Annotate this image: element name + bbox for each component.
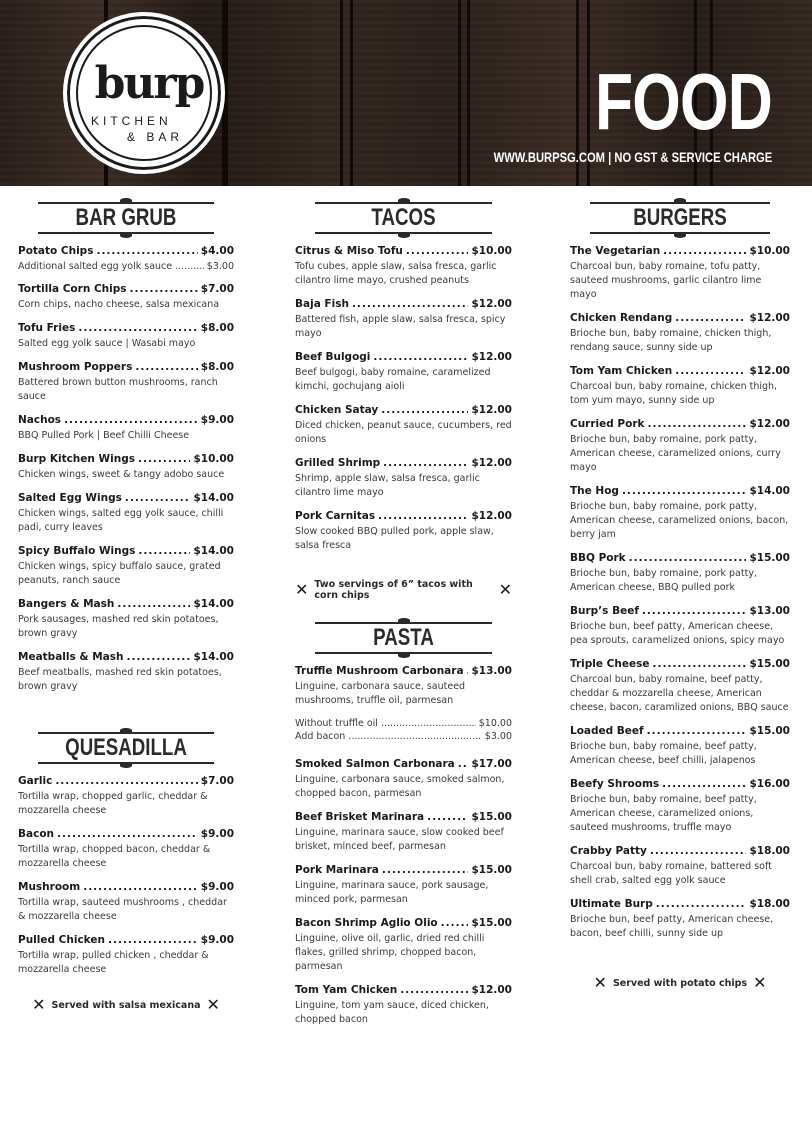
item-name: Citrus & Miso Tofu: [295, 245, 403, 257]
dot-leader: [83, 880, 198, 894]
menu-item: [18, 650, 234, 694]
item-price: $14.00: [193, 545, 234, 557]
item-description: Brioche bun, beef patty, American cheese, bacon, beef chilli, sunny side up: [570, 914, 774, 939]
item-description: Tortilla wrap, chopped garlic, cheddar & mozzarella cheese: [18, 791, 208, 816]
item-name: Bangers & Mash: [18, 598, 115, 610]
item-price: $12.00: [471, 404, 512, 416]
item-description: Linguine, carbonara sauce, sauteed mushrooms, truffle oil, parmesan: [295, 681, 466, 706]
menu-item: [18, 933, 234, 977]
menu-item: [570, 551, 790, 595]
menu-item: [18, 774, 234, 818]
menu-item: [18, 413, 234, 443]
menu-item: [295, 403, 512, 447]
item-name: Loaded Beef: [570, 725, 644, 737]
item-name: Tortilla Corn Chips: [18, 283, 127, 295]
dot-leader: [135, 360, 197, 374]
addon-price: $10.00: [478, 718, 512, 729]
ornament-notch: [398, 198, 410, 203]
dot-leader: [378, 509, 468, 523]
item-name: The Vegetarian: [570, 245, 661, 257]
ornament-notch: [674, 198, 686, 203]
dot-leader: [650, 844, 747, 858]
section-header: [570, 196, 790, 240]
item-description: Battered fish, apple slaw, salsa fresca, spicy mayo: [295, 314, 506, 339]
dot-leader: [373, 350, 468, 364]
section-header: [18, 196, 234, 240]
item-description: Tortilla wrap, pulled chicken , cheddar & mozzarella cheese: [18, 950, 209, 975]
item-description: Charcoal bun, baby romaine, battered soft shell crab, salted egg yolk sauce: [570, 861, 772, 886]
section-note: [295, 579, 512, 601]
item-name: Baja Fish: [295, 298, 349, 310]
menu-item: [570, 311, 790, 355]
item-price: $10.00: [193, 453, 234, 465]
menu-item: [570, 484, 790, 542]
dot-leader: [675, 311, 746, 325]
item-price: $14.00: [193, 598, 234, 610]
item-price: $13.00: [471, 665, 512, 677]
ornament-notch: [120, 763, 132, 768]
section-title: BAR GRUB: [75, 204, 177, 231]
item-name: BBQ Pork: [570, 552, 626, 564]
menu-item: [570, 417, 790, 475]
addon-price: $3.00: [484, 731, 512, 742]
item-description: Brioche bun, baby romaine, pork patty, American cheese, caramelized onions, curry mayo: [570, 434, 781, 473]
menu-item: [18, 360, 234, 404]
item-price: $12.00: [471, 457, 512, 469]
item-price: $9.00: [200, 828, 234, 840]
item-name: Salted Egg Wings: [18, 492, 122, 504]
dot-leader: [642, 604, 747, 618]
ornament-notch: [674, 233, 686, 238]
section-burgers: [570, 196, 790, 991]
item-description: Linguine, marinara sauce, slow cooked beef brisket, minced beef, parmesan: [295, 827, 504, 852]
item-price: $7.00: [200, 775, 234, 787]
item-name: Spicy Buffalo Wings: [18, 545, 136, 557]
item-name: The Hog: [570, 485, 619, 497]
item-price: $7.00: [200, 283, 234, 295]
menu-item: [18, 597, 234, 641]
item-description: Diced chicken, peanut sauce, cucumbers, red onions: [295, 420, 512, 445]
item-price: $13.00: [749, 605, 790, 617]
item-price: $12.00: [471, 351, 512, 363]
dot-leader: [381, 403, 468, 417]
section-header: [295, 196, 512, 240]
dot-leader: [130, 282, 198, 296]
item-price: $15.00: [749, 725, 790, 737]
dot-leader: [57, 827, 198, 841]
dot-leader: [647, 724, 747, 738]
dot-leader: [382, 863, 469, 877]
item-name: Burp’s Beef: [570, 605, 639, 617]
ornament-notch: [398, 653, 410, 658]
item-price: $9.00: [200, 414, 234, 426]
item-price: $10.00: [471, 245, 512, 257]
column-right: [570, 196, 790, 991]
item-price: $8.00: [200, 361, 234, 373]
dot-leader: [675, 364, 746, 378]
menu-item: [18, 321, 234, 351]
menu-item: [295, 863, 512, 907]
item-name: Mushroom: [18, 881, 81, 893]
item-price: $18.00: [749, 898, 790, 910]
item-description: Linguine, marinara sauce, pork sausage, minced pork, parmesan: [295, 880, 489, 905]
addon-label: Additional salted egg yolk sauce: [18, 261, 173, 272]
item-description: Linguine, carbonara sauce, smoked salmon, chopped bacon, parmesan: [295, 774, 505, 799]
logo-wordmark: burp: [94, 58, 204, 109]
item-price: $4.00: [200, 245, 234, 257]
dot-leader: [648, 417, 747, 431]
item-description: Chicken wings, sweet & tangy adobo sauce: [18, 469, 225, 480]
section-tacos: [295, 196, 512, 601]
menu-item: [18, 544, 234, 588]
menu-item: [295, 297, 512, 341]
item-description: Brioche bun, baby romaine, chicken thigh, rendang sauce, sunny side up: [570, 328, 772, 353]
menu-item: [570, 724, 790, 768]
item-price: $12.00: [749, 418, 790, 430]
dot-leader: [656, 897, 747, 911]
section-header: [295, 616, 512, 660]
item-description: Tortilla wrap, sauteed mushrooms , cheddar & mozzarella cheese: [18, 897, 227, 922]
item-price: $16.00: [749, 778, 790, 790]
dot-leader: [406, 244, 469, 258]
item-name: Nachos: [18, 414, 62, 426]
item-name: Mushroom Poppers: [18, 361, 133, 373]
dot-leader: [467, 664, 469, 678]
item-name: Pulled Chicken: [18, 934, 105, 946]
dot-leader: [652, 657, 746, 671]
wood-plank-divider: [225, 0, 228, 186]
dot-leader: [55, 774, 197, 788]
note-text: Served with potato chips: [612, 977, 748, 989]
dot-leader: [125, 491, 191, 505]
section-note: [570, 975, 790, 991]
dot-leader: [117, 597, 190, 611]
item-price: $12.00: [471, 510, 512, 522]
item-description: Chicken wings, salted egg yolk sauce, chilli padi, curry leaves: [18, 508, 224, 533]
item-name: Bacon Shrimp Aglio Olio: [295, 917, 438, 929]
item-name: Curried Pork: [570, 418, 645, 430]
dot-leader: [441, 916, 469, 930]
item-description: Brioche bun, baby romaine, pork patty, American cheese, caramelized onions, bacon, berry jam: [570, 501, 789, 540]
item-description: Charcoal bun, baby romaine, tofu patty, sauteed mushrooms, garlic cilantro lime mayo: [570, 261, 762, 300]
item-name: Tofu Fries: [18, 322, 76, 334]
item-price: $14.00: [193, 651, 234, 663]
item-name: Grilled Shrimp: [295, 457, 381, 469]
section-title: PASTA: [373, 624, 434, 651]
page-title: FOOD: [594, 57, 772, 146]
item-price: $10.00: [749, 245, 790, 257]
item-description: Slow cooked BBQ pulled pork, apple slaw, salsa fresca: [295, 526, 494, 551]
item-description: Battered brown button mushrooms, ranch sauce: [18, 377, 218, 402]
item-name: Smoked Salmon Carbonara: [295, 758, 455, 770]
item-price: $17.00: [471, 758, 512, 770]
menu-item: [18, 491, 234, 535]
item-price: $15.00: [471, 864, 512, 876]
menu-item: [295, 757, 512, 801]
ornament-notch: [120, 233, 132, 238]
dot-leader: [352, 297, 469, 311]
menu-item: [18, 282, 234, 312]
item-description: Charcoal bun, baby romaine, chicken thigh, tom yum mayo, sunny side up: [570, 381, 778, 406]
item-description: Brioche bun, baby romaine, beef patty, American cheese, caramelized onions, sauteed mushrooms, truffle mayo: [570, 794, 757, 833]
item-description: Shrimp, apple slaw, salsa fresca, garlic cilantro lime mayo: [295, 473, 480, 498]
menu-item: [570, 244, 790, 302]
item-name: Pork Marinara: [295, 864, 379, 876]
item-description: Beef bulgogi, baby romaine, caramelized kimchi, gochujang aioli: [295, 367, 491, 392]
menu-item: [295, 916, 512, 974]
addon-label: Without truffle oil: [295, 718, 378, 729]
item-name: Chicken Rendang: [570, 312, 673, 324]
menu-item: [295, 350, 512, 394]
item-name: Beef Brisket Marinara: [295, 811, 425, 823]
addon-label: Add bacon: [295, 731, 346, 742]
section-quesadilla: [18, 726, 234, 1013]
section-header: [18, 726, 234, 770]
cutlery-icon: ✕: [32, 995, 46, 1014]
section-title: QUESADILLA: [65, 734, 187, 761]
item-description: Tofu cubes, apple slaw, salsa fresca, garlic cilantro lime mayo, crushed peanuts: [295, 261, 497, 286]
menu-item: [18, 452, 234, 482]
item-price: $14.00: [749, 485, 790, 497]
dot-leader: [629, 551, 747, 565]
dot-leader: [348, 730, 481, 743]
dot-leader: [138, 452, 191, 466]
menu-item: [295, 664, 512, 743]
item-name: Beef Bulgogi: [295, 351, 371, 363]
item-name: Crabby Patty: [570, 845, 647, 857]
cutlery-icon: ✕: [206, 995, 220, 1014]
menu-item: [570, 604, 790, 648]
menu-item: [570, 844, 790, 888]
item-price: $15.00: [471, 917, 512, 929]
item-name: Truffle Mushroom Carbonara: [295, 665, 464, 677]
page-subtitle: WWW.BURPSG.COM | NO GST & SERVICE CHARGE: [493, 149, 772, 165]
item-description: BBQ Pulled Pork | Beef Chilli Cheese: [18, 430, 190, 441]
cutlery-icon: ✕: [295, 580, 309, 599]
logo-subtitle-bar: & BAR: [127, 130, 184, 144]
item-price: $15.00: [749, 658, 790, 670]
addon-price: $3.00: [206, 261, 234, 272]
section-note: [18, 997, 234, 1013]
menu-item: [18, 827, 234, 871]
item-price: $9.00: [200, 881, 234, 893]
item-name: Pork Carnitas: [295, 510, 376, 522]
dot-leader: [138, 544, 190, 558]
wood-plank-divider: [350, 0, 353, 186]
item-price: $15.00: [471, 811, 512, 823]
dot-leader: [622, 484, 747, 498]
item-description: Salted egg yolk sauce | Wasabi mayo: [18, 338, 196, 349]
menu-item: [570, 777, 790, 835]
dot-leader: [126, 650, 190, 664]
menu-item: [295, 983, 512, 1027]
menu-item: [295, 456, 512, 500]
dot-leader: [175, 260, 204, 273]
section-pasta: [295, 616, 512, 1036]
header-banner: [0, 0, 812, 186]
ornament-notch: [120, 198, 132, 203]
dot-leader: [64, 413, 198, 427]
item-name: Ultimate Burp: [570, 898, 653, 910]
menu-item: [570, 364, 790, 408]
column-left: [18, 196, 234, 1014]
ornament-notch: [398, 233, 410, 238]
wood-plank-divider: [467, 0, 470, 186]
item-price: $15.00: [749, 552, 790, 564]
item-price: $9.00: [200, 934, 234, 946]
section-bar-grub: [18, 196, 234, 694]
item-price: $14.00: [193, 492, 234, 504]
dot-leader: [663, 244, 746, 258]
item-description: Chicken wings, spicy buffalo sauce, grated peanuts, ranch sauce: [18, 561, 221, 586]
item-price: $18.00: [749, 845, 790, 857]
item-description: Charcoal bun, baby romaine, beef patty, cheddar & mozzarella cheese, American cheese, bacon, caramlized onions, BBQ sauce: [570, 674, 789, 713]
item-name: Garlic: [18, 775, 53, 787]
menu-item: [295, 810, 512, 854]
item-price: $12.00: [749, 312, 790, 324]
section-title: TACOS: [371, 204, 436, 231]
item-description: Beef meatballs, mashed red skin potatoes, brown gravy: [18, 667, 222, 692]
dot-leader: [108, 933, 198, 947]
ornament-notch: [120, 728, 132, 733]
item-name: Beefy Shrooms: [570, 778, 660, 790]
cutlery-icon: ✕: [753, 973, 767, 992]
item-price: $12.00: [471, 984, 512, 996]
note-text: Two servings of 6” tacos with corn chips: [314, 579, 473, 601]
item-description: Tortilla wrap, chopped bacon, cheddar & mozzarella cheese: [18, 844, 211, 869]
ornament-notch: [398, 618, 410, 623]
cutlery-icon: ✕: [593, 973, 607, 992]
item-description: Corn chips, nacho cheese, salsa mexicana: [18, 299, 220, 310]
dot-leader: [427, 810, 468, 824]
item-name: Bacon: [18, 828, 55, 840]
item-description: Brioche bun, baby romaine, pork patty, American cheese, BBQ pulled pork: [570, 568, 757, 593]
column-middle: [295, 196, 512, 1025]
dot-leader: [78, 321, 197, 335]
dot-leader: [381, 717, 476, 730]
menu-item: [570, 657, 790, 715]
dot-leader: [383, 456, 468, 470]
dot-leader: [662, 777, 746, 791]
dot-leader: [400, 983, 468, 997]
item-description: Brioche bun, beef patty, American cheese, pea sprouts, caramelized onions, spicy mayo: [570, 621, 785, 646]
item-name: Tom Yam Chicken: [295, 984, 398, 996]
logo-subtitle-kitchen: KITCHEN: [91, 114, 172, 128]
dot-leader: [96, 244, 197, 258]
item-name: Triple Cheese: [570, 658, 650, 670]
item-name: Burp Kitchen Wings: [18, 453, 135, 465]
menu-item: [295, 244, 512, 288]
item-description: Linguine, olive oil, garlic, dried red chilli flakes, grilled shrimp, chopped bacon, parmesan: [295, 933, 485, 972]
dot-leader: [458, 757, 469, 771]
item-name: Chicken Satay: [295, 404, 379, 416]
item-name: Meatballs & Mash: [18, 651, 124, 663]
item-name: Potato Chips: [18, 245, 94, 257]
item-description: Linguine, tom yam sauce, diced chicken, chopped bacon: [295, 1000, 489, 1025]
section-title: BURGERS: [633, 204, 727, 231]
item-name: Tom Yam Chicken: [570, 365, 673, 377]
item-price: $12.00: [471, 298, 512, 310]
menu-item: [295, 509, 512, 553]
menu-item: [18, 244, 234, 273]
note-text: Served with salsa mexicana: [51, 999, 201, 1011]
item-price: $12.00: [749, 365, 790, 377]
cutlery-icon: ✕: [498, 580, 512, 599]
item-price: $8.00: [200, 322, 234, 334]
item-description: Brioche bun, baby romaine, beef patty, American cheese, beef chilli, jalapenos: [570, 741, 757, 766]
menu-item: [18, 880, 234, 924]
menu-item: [570, 897, 790, 941]
burp-logo: [63, 12, 225, 174]
item-description: Pork sausages, mashed red skin potatoes, brown gravy: [18, 614, 219, 639]
